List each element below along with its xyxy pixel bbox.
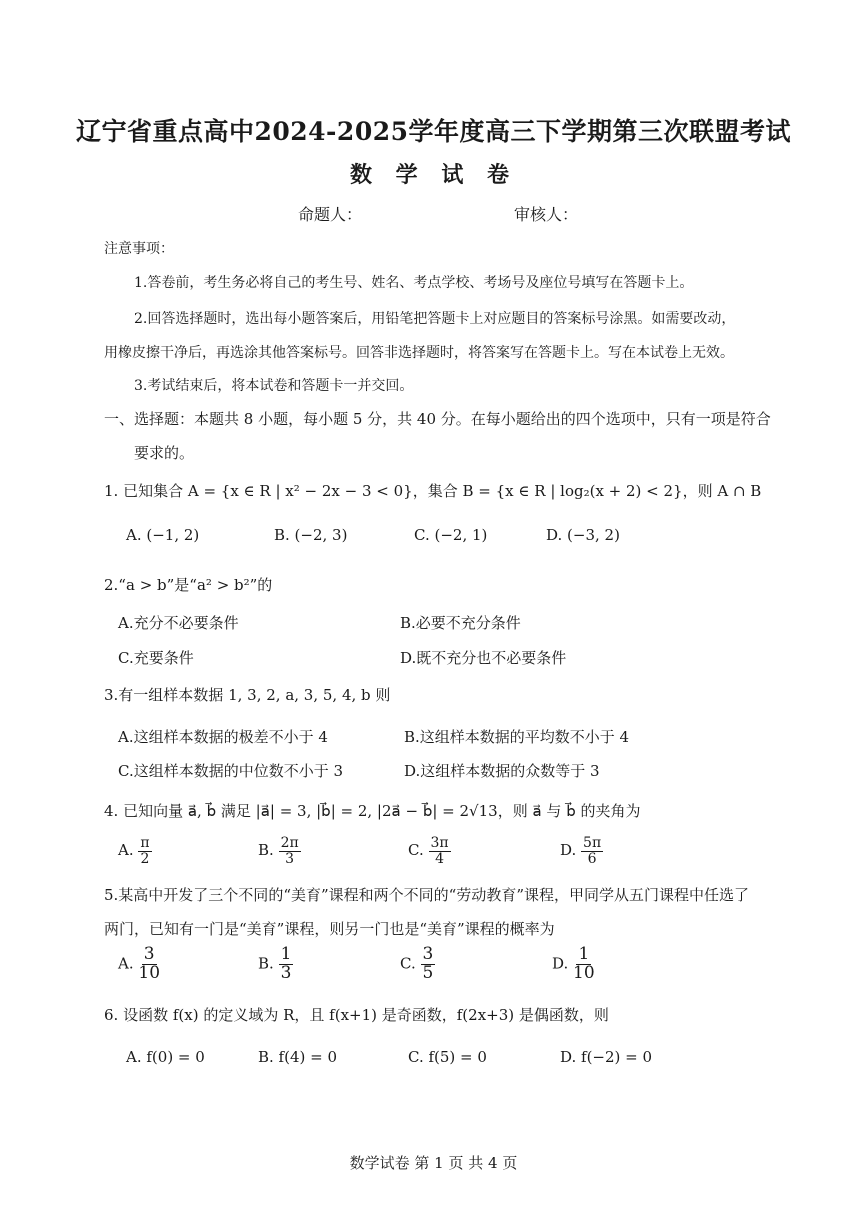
numerator: 3 xyxy=(143,944,155,964)
fraction xyxy=(279,836,301,866)
denominator: 5 xyxy=(422,962,434,983)
question-1-option-c: C. (−2, 1) xyxy=(414,526,488,544)
question-5-option-b xyxy=(258,946,293,983)
option-label: B. xyxy=(258,954,274,973)
notice-heading: 注意事项： xyxy=(104,241,174,257)
numerator: 5π xyxy=(583,835,602,851)
option-label: D. xyxy=(560,841,577,860)
question-2-option-d: D.既不充分也不必要条件 xyxy=(400,649,567,667)
question-2-option-a: A.充分不必要条件 xyxy=(118,614,239,632)
numerator: 3 xyxy=(422,944,434,964)
option-label: A. xyxy=(118,841,134,860)
exam-title: 辽宁省重点高中2024-2025学年度高三下学期第三次联盟考试 xyxy=(75,117,792,146)
numerator: π xyxy=(140,835,150,851)
question-3-option-c: C.这组样本数据的中位数不小于 3 xyxy=(118,762,344,780)
question-5-option-a xyxy=(118,946,160,983)
notice-item-3: 3.考试结束后，将本试卷和答题卡一并交回。 xyxy=(134,378,414,394)
question-5-line-1: 5.某高中开发了三个不同的“美育”课程和两个不同的“劳动教育”课程，甲同学从五门课程中任选了 xyxy=(104,886,749,904)
question-6-option-c: C. f(5) = 0 xyxy=(408,1048,487,1066)
question-6-option-a: A. f(0) = 0 xyxy=(126,1048,205,1066)
question-1-option-a: A. (−1, 2) xyxy=(126,526,200,544)
numerator: 3π xyxy=(430,835,449,851)
question-1-stem: 1. 已知集合 A = {x ∈ R | x² − 2x − 3 < 0}，集合 B = {x ∈ R | log₂(x + 2) < 2}，则 A ∩ B xyxy=(104,482,762,500)
reviewer-label: 审核人： xyxy=(514,205,579,224)
question-4-option-c xyxy=(408,836,451,866)
fraction xyxy=(429,836,451,866)
fraction xyxy=(573,946,595,983)
question-5-option-d xyxy=(552,946,595,983)
notice-item-1: 1.答卷前，考生务必将自己的考生号、姓名、考点学校、考场号及座位号填写在答题卡上。 xyxy=(134,275,694,291)
option-label: D. xyxy=(552,954,569,973)
question-5-option-c xyxy=(400,946,435,983)
fraction xyxy=(421,946,436,983)
denominator: 6 xyxy=(587,850,597,867)
denominator: 2 xyxy=(140,850,150,867)
denominator: 4 xyxy=(435,850,445,867)
numerator: 1 xyxy=(280,944,292,964)
denominator: 10 xyxy=(573,962,595,983)
question-2-option-b: B.必要不充分条件 xyxy=(400,614,521,632)
fraction xyxy=(138,946,160,983)
question-4-option-a xyxy=(118,836,152,866)
author-label: 命题人： xyxy=(298,205,363,224)
denominator: 3 xyxy=(285,850,295,867)
option-label: C. xyxy=(400,954,416,973)
question-3-option-d: D.这组样本数据的众数等于 3 xyxy=(404,762,600,780)
notice-item-2b: 用橡皮擦干净后，再选涂其他答案标号。回答非选择题时，将答案写在答题卡上。写在本试卷上无效。 xyxy=(104,345,734,361)
question-2-stem: 2.“a > b”是“a² > b²”的 xyxy=(104,576,273,594)
denominator: 3 xyxy=(280,962,292,983)
question-4-stem: 4. 已知向量 a⃗, b⃗ 满足 |a⃗| = 3, |b⃗| = 2, |2a⃗ − b⃗| = 2√13，则 a⃗ 与 b⃗ 的夹角为 xyxy=(104,802,641,820)
fraction xyxy=(581,836,603,866)
denominator: 10 xyxy=(138,962,161,983)
question-6-stem: 6. 设函数 f(x) 的定义域为 R，且 f(x+1) 是奇函数，f(2x+3) 是偶函数，则 xyxy=(104,1006,609,1024)
option-label: C. xyxy=(408,841,424,860)
question-5-line-2: 两门，已知有一门是“美育”课程，则另一门也是“美育”课程的概率为 xyxy=(104,920,555,938)
question-4-option-d xyxy=(560,836,603,866)
question-3-option-a: A.这组样本数据的极差不小于 4 xyxy=(118,728,328,746)
numerator: 2π xyxy=(280,835,299,851)
page-footer: 数学试卷 第 1 页 共 4 页 xyxy=(349,1154,518,1172)
fraction xyxy=(138,836,151,866)
exam-subtitle: 数 学 试 卷 xyxy=(350,162,517,188)
question-6-option-d: D. f(−2) = 0 xyxy=(560,1048,653,1066)
fraction xyxy=(279,946,294,983)
option-label: A. xyxy=(118,954,134,973)
numerator: 1 xyxy=(578,944,590,964)
option-label: B. xyxy=(258,841,274,860)
question-2-option-c: C.充要条件 xyxy=(118,649,194,667)
question-6-option-b: B. f(4) = 0 xyxy=(258,1048,338,1066)
section-heading-line1: 一、选择题：本题共 8 小题，每小题 5 分，共 40 分。在每小题给出的四个选项中，只有一项是符合 xyxy=(104,410,771,428)
notice-item-2a: 2.回答选择题时，选出每小题答案后，用铅笔把答题卡上对应题目的答案标号涂黑。如需要改动， xyxy=(134,311,736,327)
section-heading-line2: 要求的。 xyxy=(134,444,195,462)
question-3-option-b: B.这组样本数据的平均数不小于 4 xyxy=(404,728,630,746)
question-4-option-b xyxy=(258,836,301,866)
question-1-option-b: B. (−2, 3) xyxy=(274,526,348,544)
question-3-stem: 3.有一组样本数据 1, 3, 2, a, 3, 5, 4, b 则 xyxy=(104,686,391,704)
question-1-option-d: D. (−3, 2) xyxy=(546,526,620,544)
